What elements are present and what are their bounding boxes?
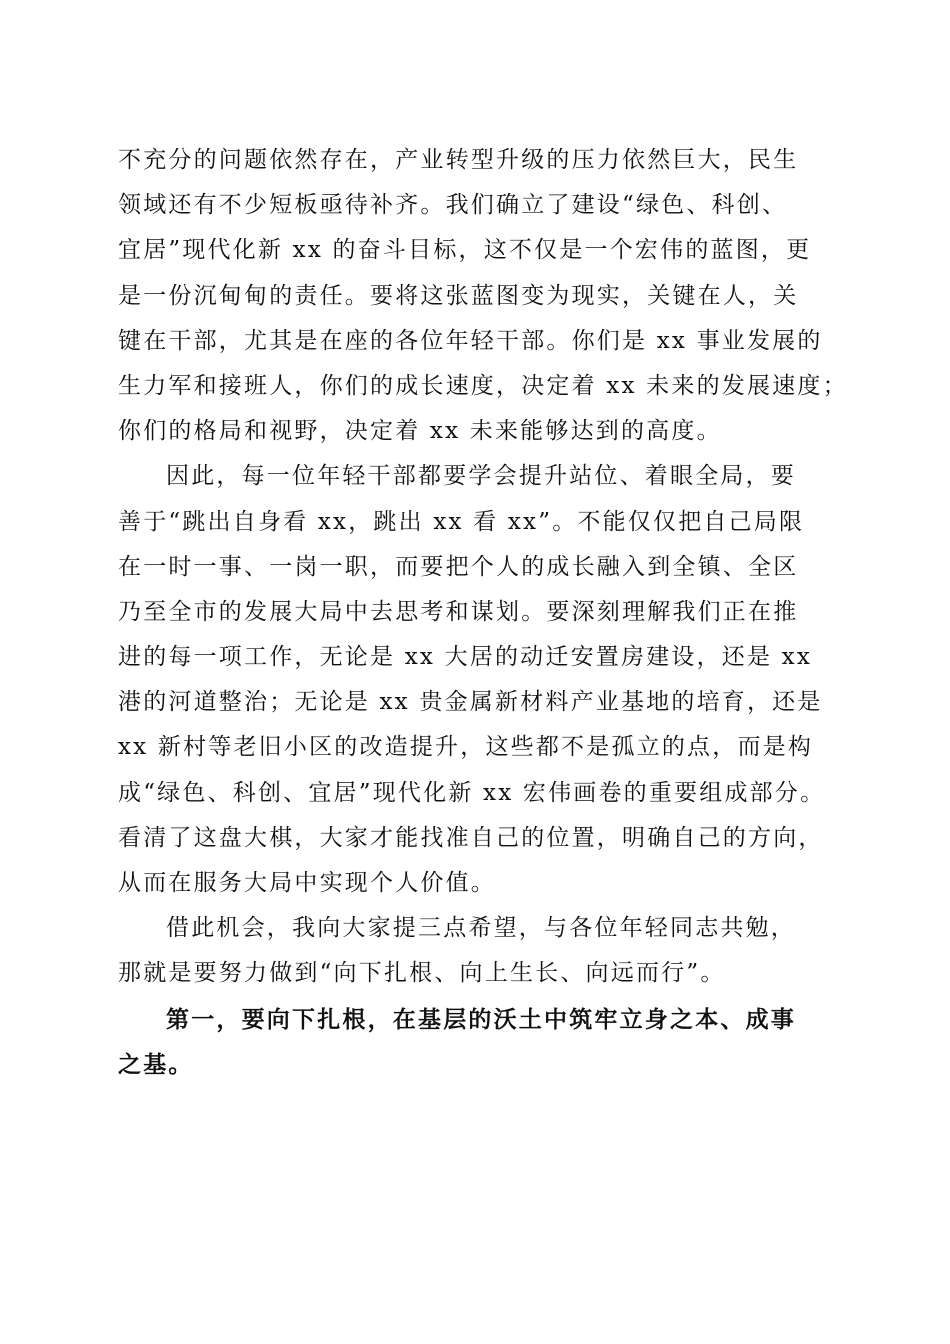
text-line: 领域还有不少短板亟待补齐。我们确立了建设“绿色、科创、 [118,192,788,219]
paragraph-start-line: 借此机会，我向大家提三点希望，与各位年轻同志共勉， [166,915,796,942]
document-body [118,138,848,1087]
text-line: 进的每一项工作，无论是 xx 大居的动迁安置房建设，还是 xx [118,644,813,671]
text-line: 键在干部，尤其是在座的各位年轻干部。你们是 xx 事业发展的 [118,327,823,354]
text-line: 善于“跳出自身看 xx，跳出 xx 看 xx”。不能仅仅把自己局限 [118,508,805,535]
text-line: 不充分的问题依然存在，产业转型升级的压力依然巨大，民生 [118,147,799,173]
section-heading-line: 之基。 [118,1050,194,1078]
text-line: 宜居”现代化新 xx 的奋斗目标，这不仅是一个宏伟的蓝图，更 [118,237,812,264]
text-line: 那就是要努力做到“向下扎根、向上生长、向远而行”。 [118,960,726,987]
text-line: 你们的格局和视野，决定着 xx 未来能够达到的高度。 [118,418,722,445]
text-line: 生力军和接班人，你们的成长速度，决定着 xx 未来的发展速度； [118,372,848,399]
text-line: 看清了这盘大棋，大家才能找准自己的位置，明确自己的方向， [118,824,824,851]
text-line: 在一时一事、一岗一职，而要把个人的成长融入到全镇、全区 [118,553,799,580]
text-line: 成“绿色、科创、宜居”现代化新 xx 宏伟画卷的重要组成部分。 [118,779,826,806]
paragraph-start-line: 因此，每一位年轻干部都要学会提升站位、着眼全局，要 [166,463,796,490]
text-line: 是一份沉甸甸的责任。要将这张蓝图变为现实，关键在人，关 [118,282,799,309]
text-line: 乃至全市的发展大局中去思考和谋划。要深刻理解我们正在推 [118,598,799,625]
section-heading-line: 第一，要向下扎根，在基层的沃土中筑牢立身之本、成事 [166,1005,796,1033]
text-line: xx 新村等老旧小区的改造提升，这些都不是孤立的点，而是构 [118,734,814,761]
text-line: 港的河道整治；无论是 xx 贵金属新材料产业基地的培育，还是 [118,689,823,716]
text-line: 从而在服务大局中实现个人价值。 [118,870,496,896]
